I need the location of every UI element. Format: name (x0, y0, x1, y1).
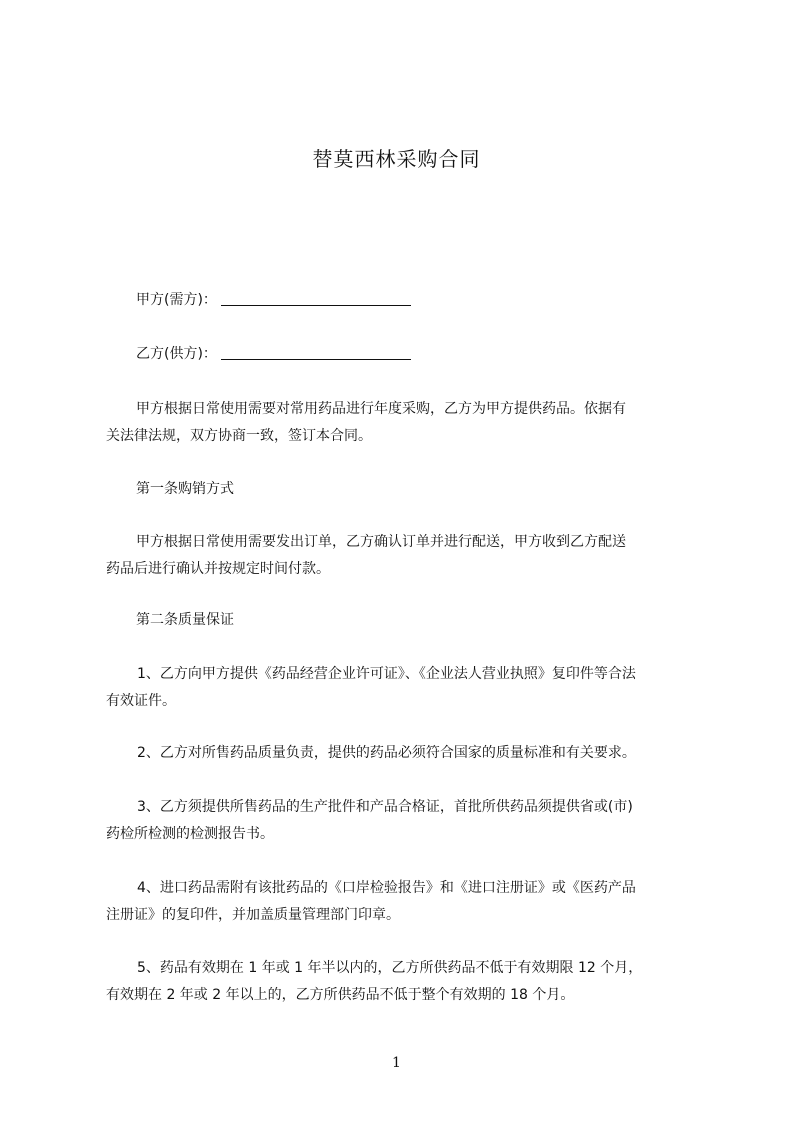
item1-line-2: 有效证件。 (106, 693, 176, 709)
article1-title: 第一条购销方式 (136, 481, 234, 497)
intro-line-2: 关法律法规，双方协商一致，签订本合同。 (106, 428, 372, 444)
document-title: 替莫西林采购合同 (312, 147, 481, 171)
article1-line-2: 药品后进行确认并按规定时间付款。 (106, 561, 330, 577)
item4-line-2: 注册证》的复印件，并加盖质量管理部门印章。 (106, 907, 400, 923)
article1-line-1: 甲方根据日常使用需要发出订单，乙方确认订单并进行配送，甲方收到乙方配送 (136, 534, 626, 550)
item3-line-2: 药检所检测的检测报告书。 (106, 826, 274, 842)
party-a-label: 甲方(需方)： (136, 292, 217, 308)
item3-line-1: 3、乙方须提供所售药品的生产批件和产品合格证，首批所供药品须提供省或(市) (137, 799, 633, 815)
party-b-line (106, 341, 736, 368)
item5-line-2: 有效期在 2 年或 2 年以上的，乙方所供药品不低于整个有效期的 18 个月。 (106, 987, 575, 1003)
party-a-line (106, 287, 736, 314)
intro-line-1: 甲方根据日常使用需要对常用药品进行年度采购，乙方为甲方提供药品。依据有 (136, 401, 626, 417)
party-b-blank (221, 345, 411, 360)
party-b-label: 乙方(供方)： (136, 346, 217, 362)
item2-line-1: 2、乙方对所售药品质量负责，提供的药品必须符合国家的质量标准和有关要求。 (137, 745, 636, 761)
item5-line-1: 5、药品有效期在 1 年或 1 年半以内的，乙方所供药品不低于有效期限 12 个月， (137, 960, 643, 976)
item1-line-1: 1、乙方向甲方提供《药品经营企业许可证》、《企业法人营业执照》复印件等合法 (137, 666, 636, 682)
item4-line-1: 4、进口药品需附有该批药品的《口岸检验报告》和《进口注册证》或《医药产品 (137, 880, 636, 896)
party-a-blank (221, 291, 411, 306)
article2-title: 第二条质量保证 (136, 612, 234, 628)
page-number: 1 (392, 1055, 401, 1071)
